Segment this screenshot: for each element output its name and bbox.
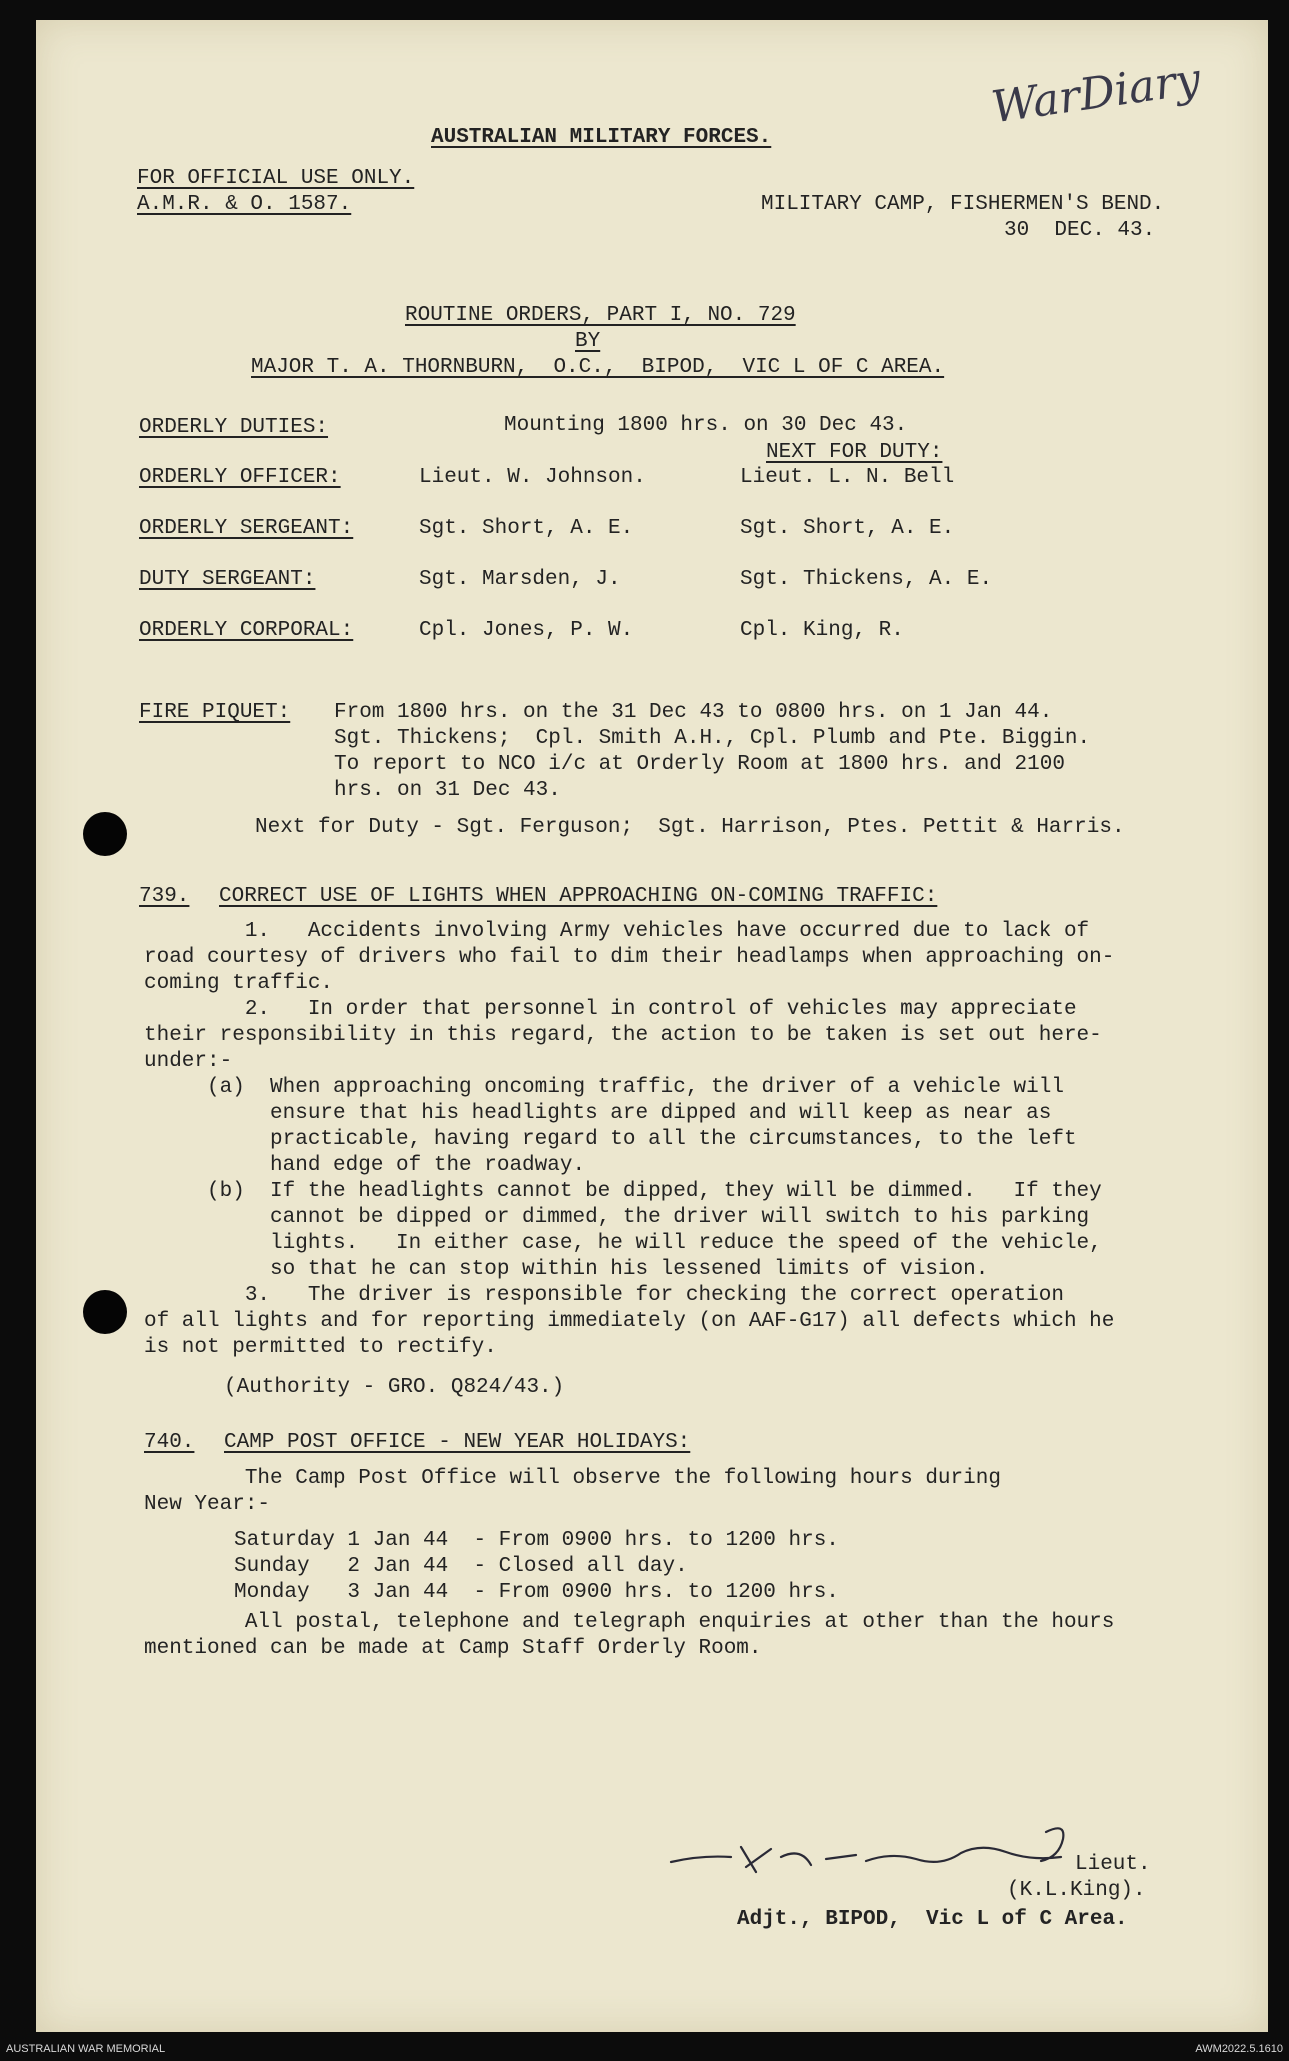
- item-740-number: 740.: [144, 1431, 195, 1454]
- orders-issuer: MAJOR T. A. THORNBURN, O.C., BIPOD, VIC L OF C AREA.: [251, 356, 945, 379]
- schedule-row: Saturday 1 Jan 44 - From 0900 hrs. to 1200 hrs.: [234, 1529, 839, 1552]
- signature-name: (K.L.King).: [1007, 1879, 1146, 1902]
- duty-next: Sgt. Short, A. E.: [740, 517, 955, 540]
- body-line: mentioned can be made at Camp Staff Orderly Room.: [144, 1637, 762, 1660]
- fire-piquet-next: Next for Duty - Sgt. Ferguson; Sgt. Harrison, Ptes. Pettit & Harris.: [255, 816, 1125, 839]
- body-line: ensure that his headlights are dipped and will keep as near as: [144, 1102, 1052, 1125]
- document-date: 30 DEC. 43.: [1004, 219, 1156, 242]
- orders-title: ROUTINE ORDERS, PART I, NO. 729: [405, 304, 796, 327]
- body-line: cannot be dipped or dimmed, the driver will switch to his parking: [144, 1206, 1090, 1229]
- body-line: 3. The driver is responsible for checking the correct operation: [144, 1284, 1064, 1307]
- schedule-row: Monday 3 Jan 44 - From 0900 hrs. to 1200 hrs.: [234, 1581, 839, 1604]
- body-line: coming traffic.: [144, 972, 334, 995]
- body-line: hand edge of the roadway.: [144, 1154, 586, 1177]
- schedule-row: Sunday 2 Jan 44 - Closed all day.: [234, 1555, 688, 1578]
- item-739-title: CORRECT USE OF LIGHTS WHEN APPROACHING ON-COMING TRAFFIC:: [219, 885, 938, 908]
- item-739-authority: (Authority - GRO. Q824/43.): [224, 1376, 565, 1399]
- signature-rank: Lieut.: [1075, 1853, 1151, 1876]
- body-line: 2. In order that personnel in control of vehicles may appreciate: [144, 998, 1077, 1021]
- duty-role: ORDERLY SERGEANT:: [139, 517, 354, 540]
- signature-position: Adjt., BIPOD, Vic L of C Area.: [737, 1908, 1128, 1931]
- body-line: is not permitted to rectify.: [144, 1336, 497, 1359]
- fire-piquet-label: FIRE PIQUET:: [139, 701, 291, 724]
- item-740-title: CAMP POST OFFICE - NEW YEAR HOLIDAYS:: [224, 1431, 691, 1454]
- duty-role: ORDERLY CORPORAL:: [139, 619, 354, 642]
- document-title: AUSTRALIAN MILITARY FORCES.: [431, 126, 772, 149]
- body-line: 1. Accidents involving Army vehicles have occurred due to lack of: [144, 920, 1090, 943]
- duty-role: DUTY SERGEANT:: [139, 568, 316, 591]
- next-for-duty-label: NEXT FOR DUTY:: [766, 441, 943, 464]
- duty-current: Lieut. W. Johnson.: [419, 466, 646, 489]
- punch-hole-bottom: [83, 1290, 127, 1334]
- punch-hole-top: [83, 812, 127, 856]
- duty-role: ORDERLY OFFICER:: [139, 466, 341, 489]
- body-line: of all lights and for reporting immediately (on AAF-G17) all defects which he: [144, 1310, 1115, 1333]
- location: MILITARY CAMP, FISHERMEN'S BEND.: [761, 193, 1165, 216]
- duty-next: Sgt. Thickens, A. E.: [740, 568, 993, 591]
- duty-current: Cpl. Jones, P. W.: [419, 619, 634, 642]
- body-line: All postal, telephone and telegraph enquiries at other than the hours: [144, 1611, 1115, 1634]
- signature-scrawl: [661, 1817, 1121, 1887]
- duties-label: ORDERLY DUTIES:: [139, 416, 329, 439]
- duty-current: Sgt. Short, A. E.: [419, 517, 634, 540]
- fire-piquet-line: From 1800 hrs. on the 31 Dec 43 to 0800 hrs. on 1 Jan 44.: [334, 701, 1053, 724]
- body-line: so that he can stop within his lessened limits of vision.: [144, 1258, 989, 1281]
- body-line: (b) If the headlights cannot be dipped, they will be dimmed. If they: [144, 1180, 1102, 1203]
- body-line: The Camp Post Office will observe the following hours during: [144, 1467, 1001, 1490]
- orders-by: BY: [575, 330, 601, 353]
- fire-piquet-line: Sgt. Thickens; Cpl. Smith A.H., Cpl. Plumb and Pte. Biggin.: [334, 727, 1091, 750]
- body-line: (a) When approaching oncoming traffic, the driver of a vehicle will: [144, 1076, 1064, 1099]
- fire-piquet-line: hrs. on 31 Dec 43.: [334, 779, 561, 802]
- duty-next: Lieut. L. N. Bell: [740, 466, 955, 489]
- footer-accession: AWM2022.5.1610: [1195, 2043, 1283, 2055]
- body-line: practicable, having regard to all the circumstances, to the left: [144, 1128, 1077, 1151]
- reference: A.M.R. & O. 1587.: [137, 193, 352, 216]
- body-line: under:-: [144, 1050, 233, 1073]
- body-line: their responsibility in this regard, the action to be taken is set out here-: [144, 1024, 1102, 1047]
- duty-current: Sgt. Marsden, J.: [419, 568, 621, 591]
- body-line: New Year:-: [144, 1493, 271, 1516]
- item-739-number: 739.: [139, 885, 190, 908]
- classification: FOR OFFICIAL USE ONLY.: [137, 167, 415, 190]
- fire-piquet-line: To report to NCO i/c at Orderly Room at 1800 hrs. and 2100: [334, 753, 1065, 776]
- body-line: lights. In either case, he will reduce the speed of the vehicle,: [144, 1232, 1102, 1255]
- footer-source: AUSTRALIAN WAR MEMORIAL: [6, 2043, 166, 2055]
- handwritten-annotation: WarDiary: [988, 53, 1204, 134]
- duties-mounting: Mounting 1800 hrs. on 30 Dec 43.: [504, 414, 908, 437]
- document-page: [36, 20, 1268, 2032]
- duty-next: Cpl. King, R.: [740, 619, 904, 642]
- body-line: road courtesy of drivers who fail to dim their headlamps when approaching on-: [144, 946, 1115, 969]
